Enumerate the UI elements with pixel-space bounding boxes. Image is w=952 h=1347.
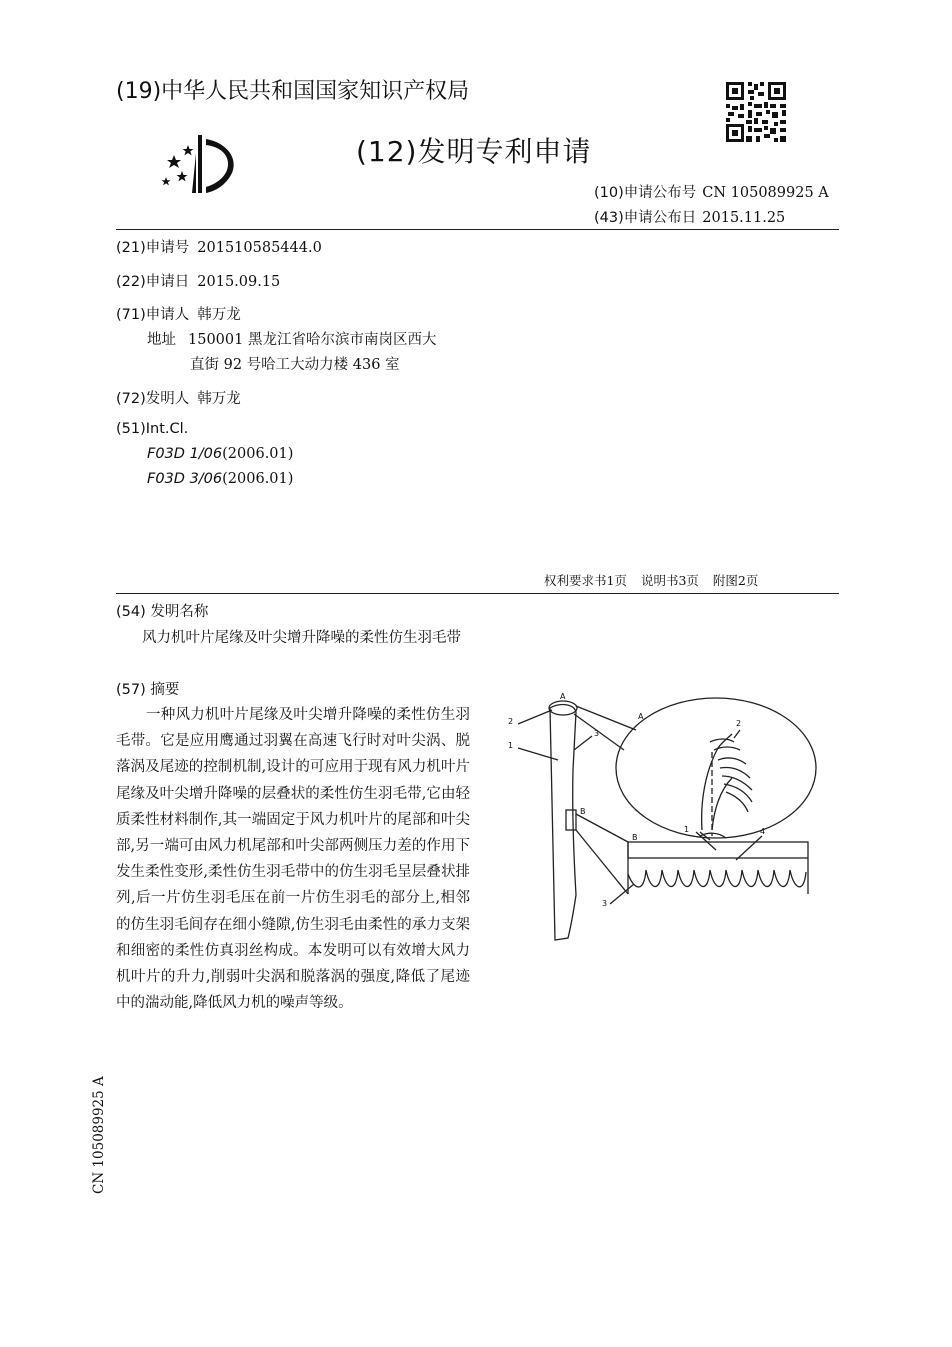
claims-pages: 权利要求书1页 [544, 573, 627, 588]
document-type: (12)发明专利申请 [356, 135, 592, 168]
ref-2-detail: 2 [736, 719, 742, 728]
publication-date-row [594, 206, 785, 227]
header-divider [116, 229, 839, 230]
detail-b-view [628, 842, 808, 858]
inventor-label: (72)发明人 [116, 391, 190, 407]
abstract-drawing [500, 690, 820, 950]
application-number-row [116, 236, 322, 257]
office-name: (19)中华人民共和国国家知识产权局 [116, 79, 470, 104]
applicant-row [116, 303, 241, 324]
ipc-version: (2006.01) [222, 446, 294, 462]
side-publication-code [67, 1070, 131, 1194]
ipc-entry [147, 446, 293, 462]
abstract-heading [116, 678, 179, 699]
section-divider [116, 593, 839, 594]
qr-code-icon [724, 80, 788, 144]
filing-date: 2015.09.15 [197, 274, 281, 290]
ipc-code: F03D 1/06 [147, 446, 223, 462]
drawing-pages: 附图2页 [712, 573, 759, 588]
address-line-1: 150001 黑龙江省哈尔滨市南岗区西大 [188, 332, 437, 348]
detail-a-view [616, 698, 816, 838]
label-a-view: A [638, 712, 644, 721]
label-b-view: B [632, 833, 638, 842]
ref-3-top: 3 [594, 729, 600, 738]
filing-date-label: (22)申请日 [116, 274, 190, 290]
ipc-code: F03D 3/06 [147, 471, 223, 487]
feather-strip [628, 870, 806, 887]
title-heading [116, 600, 208, 621]
abstract-label: (57) 摘要 [116, 682, 180, 698]
address-row [147, 328, 436, 349]
invention-title: 风力机叶片尾缘及叶尖增升降噪的柔性仿生羽毛带 [142, 630, 461, 646]
ipc-label: (51)Int.Cl. [116, 421, 189, 437]
ref-3-strip: 3 [602, 899, 608, 908]
title-label: (54) 发明名称 [116, 604, 209, 620]
address-label: 地址 [147, 332, 176, 348]
inventor-name: 韩万龙 [197, 391, 241, 407]
ref-1-detail: 1 [684, 825, 690, 834]
publication-number-row [594, 181, 829, 202]
publication-number: CN 105089925 A [702, 185, 829, 201]
ipc-version: (2006.01) [222, 471, 294, 487]
abstract-text: 一种风力机叶片尾缘及叶尖增升降噪的柔性仿生羽毛带。它是应用鹰通过羽翼在高速飞行时对叶尖涡、脱落涡及尾迹的控制机制,设计的可应用于现有风力机叶片尾缘及叶尖增升降噪的层叠状的柔性仿生羽毛带,它由轻质柔性材料制作,其一端固定于风力机叶片的尾部和叶尖部,另一端可由风力机尾部和叶尖部两侧压力差的作用下发生柔性变形,柔性仿生羽毛带中的仿生羽毛呈层叠状排列,后一片仿生羽毛压在前一片仿生羽毛的部分上,相邻的仿生羽毛间存在细小缝隙,仿生羽毛由柔性的承力支架和细密的柔性仿真羽丝构成。本发明可以有效增大风力机叶片的升力,削弱叶尖涡和脱落涡的强度,降低了尾迹中的湍动能,降低风力机的噪声等级。 [116, 707, 470, 1012]
page-count-summary [544, 571, 772, 589]
ref-1-left: 1 [508, 741, 514, 750]
ref-2-left: 2 [508, 717, 514, 726]
application-number: 201510585444.0 [197, 240, 322, 256]
publication-date: 2015.11.25 [702, 210, 786, 226]
detail-b-marker [566, 810, 576, 830]
inventor-row [116, 387, 241, 408]
filing-date-row [116, 270, 280, 291]
address-line-2: 直街 92 号哈工大动力楼 436 室 [190, 357, 400, 373]
ipc-entry [147, 471, 293, 487]
description-pages: 说明书3页 [640, 573, 699, 588]
ref-4-detail: 4 [760, 827, 766, 836]
blade-outline [550, 705, 576, 940]
label-a: A [560, 692, 566, 701]
side-code-text: CN 105089925 A [91, 1076, 107, 1194]
cnipa-logo-icon [158, 133, 244, 197]
label-b: B [580, 807, 586, 816]
applicant-label: (71)申请人 [116, 307, 190, 323]
publication-date-label: (43)申请公布日 [594, 210, 697, 226]
publication-number-label: (10)申请公布号 [594, 185, 697, 201]
applicant-name: 韩万龙 [197, 307, 241, 323]
application-number-label: (21)申请号 [116, 240, 190, 256]
